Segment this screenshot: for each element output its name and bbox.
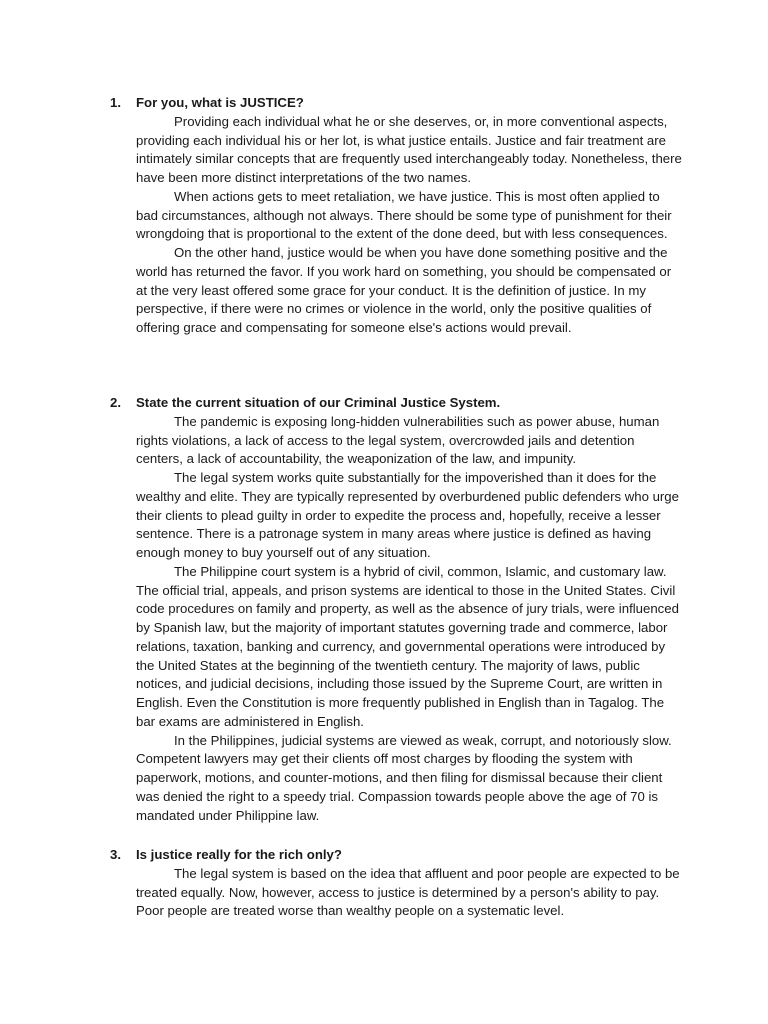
question-1-heading [110, 94, 685, 113]
question-2-title: State the current situation of our Criminal Justice System. [136, 395, 501, 410]
question-1-paragraph-2: When actions gets to meet retaliation, we have justice. This is most often applied to bad circumstances, although not always. There should be some type of punishment for their wrongdoing that is proportional to the extent of the done deed, but with less consequences. [136, 188, 672, 242]
question-2-number: 2. [110, 395, 121, 410]
question-2-heading [110, 394, 685, 413]
question-1-paragraph-1: Providing each individual what he or she deserves, or, in more conventional aspects, providing each individual his or her lot, is what justice entails. Justice and fair treatment are intimately similar concepts that are frequently used interchangeably today. Nonetheless, there have been more distinct interpretations of the two names. [136, 113, 682, 185]
question-3-paragraph-1: The legal system is based on the idea that affluent and poor people are expected to be treated equally. Now, however, access to justice is determined by a person's ability to pay. Poor people are treated worse than wealthy people on a systematic level. [136, 865, 680, 919]
question-2-paragraph-1: The pandemic is exposing long-hidden vulnerabilities such as power abuse, human rights violations, a lack of access to the legal system, overcrowded jails and detention centers, a lack of accountability, the weaponization of the law, and impunity. [136, 413, 660, 467]
question-2-paragraph-3: The Philippine court system is a hybrid of civil, common, Islamic, and customary law. The official trial, appeals, and prison systems are identical to those in the United States. Civil code procedures on family and property, as well as the absence of jury trials, were influenced by Spanish law, but the majority of important statutes governing trade and commerce, labor relations, taxation, banking and currency, and governmental operations were introduced by the United States at the beginning of the twentieth century. The majority of laws, public notices, and judicial decisions, including those issued by the Supreme Court, are written in English. Even the Constitution is more frequently published in English than in Tagalog. The bar exams are administered in English. [136, 563, 679, 729]
question-2-paragraph-2: The legal system works quite substantially for the impoverished than it does for the wealthy and elite. They are typically represented by overburdened public defenders who urge their clients to plead guilty in order to expedite the process and, hopefully, receive a lesser sentence. There is a patronage system in many areas where justice is defined as having enough money to buy yourself out of any situation. [136, 470, 679, 560]
question-1-section [110, 94, 685, 338]
question-1-paragraph-3: On the other hand, justice would be when you have done something positive and the world has returned the favor. If you work hard on something, you should be compensated or at the very least offered some grace for your conduct. It is the definition of justice. In my perspective, if there were no crimes or violence in the world, only the positive qualities of offering grace and compensating for someone else's actions would prevail. [136, 245, 672, 335]
question-1-number: 1. [110, 95, 121, 110]
question-1-title: For you, what is JUSTICE? [136, 95, 304, 110]
question-3-section [110, 846, 685, 921]
question-3-title: Is justice really for the rich only? [136, 847, 342, 862]
question-2-section [110, 394, 685, 825]
question-3-heading [110, 846, 685, 865]
question-3-number: 3. [110, 847, 121, 862]
question-2-paragraph-4: In the Philippines, judicial systems are viewed as weak, corrupt, and notoriously slow. Competent lawyers may get their clients off most charges by flooding the system with paperwork, motions, and counter-motions, and then filing for dismissal because their client was denied the right to a speedy trial. Compassion towards people above the age of 70 is mandated under Philippine law. [136, 732, 672, 823]
